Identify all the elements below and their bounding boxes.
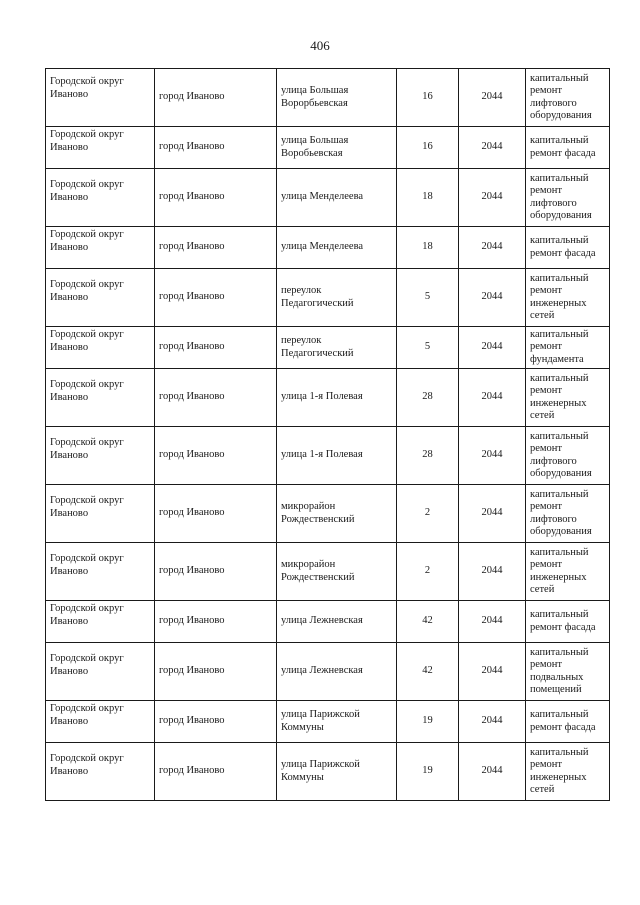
year-cell — [459, 485, 526, 543]
house-number-text: 2 — [424, 507, 431, 519]
work-type-cell — [526, 127, 610, 169]
city-text: город Иваново — [159, 241, 225, 253]
city-text: город Иваново — [159, 141, 225, 153]
district-cell — [46, 643, 155, 701]
work-type-cell — [526, 269, 610, 327]
district-text: Городской округ Иваново — [50, 229, 124, 253]
street-text: улица Парижской Коммуны — [281, 759, 360, 783]
table-row — [46, 427, 610, 485]
district-cell — [46, 269, 155, 327]
district-text: Городской округ Иваново — [50, 179, 124, 203]
year-text: 2044 — [481, 715, 503, 727]
table-row — [46, 643, 610, 701]
work-type-cell — [526, 643, 610, 701]
street-text: улица Лежневская — [281, 615, 363, 627]
table-row — [46, 269, 610, 327]
work-type-text: капитальный ремонт лифтового оборудования — [530, 172, 592, 221]
city-text: город Иваново — [159, 341, 225, 353]
year-cell — [459, 601, 526, 643]
house-number-text: 16 — [422, 91, 433, 103]
work-type-cell — [526, 543, 610, 601]
year-text: 2044 — [481, 341, 503, 353]
work-type-text: капитальный ремонт лифтового оборудования — [530, 72, 592, 121]
work-type-cell — [526, 701, 610, 743]
city-cell — [155, 543, 277, 601]
work-type-text: капитальный ремонт фасада — [530, 609, 596, 633]
city-cell — [155, 369, 277, 427]
year-text: 2044 — [481, 765, 503, 777]
street-cell — [277, 227, 397, 269]
street-text: улица Менделеева — [281, 241, 364, 253]
city-text: город Иваново — [159, 715, 225, 727]
table-row — [46, 127, 610, 169]
city-cell — [155, 169, 277, 227]
year-cell — [459, 701, 526, 743]
work-type-text: капитальный ремонт лифтового оборудования — [530, 430, 592, 479]
work-type-cell — [526, 69, 610, 127]
city-text: город Иваново — [159, 291, 225, 303]
work-type-text: капитальный ремонт инженерных сетей — [530, 746, 589, 795]
year-cell — [459, 227, 526, 269]
district-cell — [46, 427, 155, 485]
page-number: 406 — [310, 38, 330, 53]
house-number-text: 2 — [424, 565, 431, 577]
house-number-cell — [397, 269, 459, 327]
street-text: улица Парижской Коммуны — [281, 709, 360, 733]
house-number-text: 19 — [422, 715, 433, 727]
house-number-text: 42 — [422, 615, 433, 627]
street-cell — [277, 701, 397, 743]
year-text: 2044 — [481, 91, 503, 103]
work-type-text: капитальный ремонт лифтового оборудования — [530, 488, 592, 537]
house-number-text: 5 — [424, 341, 431, 353]
house-number-text: 16 — [422, 141, 433, 153]
street-text: микрорайон Рождественский — [281, 501, 355, 525]
house-number-cell — [397, 543, 459, 601]
house-number-text: 5 — [424, 291, 431, 303]
district-text: Городской округ Иваново — [50, 603, 124, 627]
street-text: переулок Педагогический — [281, 285, 354, 309]
house-number-cell — [397, 743, 459, 801]
table-row — [46, 169, 610, 227]
street-cell — [277, 427, 397, 485]
year-text: 2044 — [481, 391, 503, 403]
year-text: 2044 — [481, 141, 503, 153]
street-text: улица Большая Воробьевская — [281, 135, 349, 159]
house-number-text: 19 — [422, 765, 433, 777]
district-cell — [46, 543, 155, 601]
city-cell — [155, 127, 277, 169]
year-cell — [459, 269, 526, 327]
district-text: Городской округ Иваново — [50, 495, 124, 519]
year-text: 2044 — [481, 191, 503, 203]
district-cell — [46, 169, 155, 227]
city-cell — [155, 327, 277, 369]
table-row — [46, 701, 610, 743]
city-cell — [155, 269, 277, 327]
street-cell — [277, 169, 397, 227]
table-row — [46, 369, 610, 427]
house-number-cell — [397, 227, 459, 269]
house-number-text: 28 — [422, 391, 433, 403]
street-cell — [277, 269, 397, 327]
district-cell — [46, 327, 155, 369]
table-row — [46, 743, 610, 801]
work-type-text: капитальный ремонт фасада — [530, 235, 596, 259]
year-cell — [459, 327, 526, 369]
city-text: город Иваново — [159, 449, 225, 461]
street-text: улица Лежневская — [281, 665, 363, 677]
year-cell — [459, 169, 526, 227]
city-cell — [155, 69, 277, 127]
house-number-cell — [397, 485, 459, 543]
house-number-cell — [397, 127, 459, 169]
city-text: город Иваново — [159, 91, 225, 103]
district-text: Городской округ Иваново — [50, 703, 124, 727]
district-text: Городской округ Иваново — [50, 753, 124, 777]
district-cell — [46, 485, 155, 543]
street-text: улица Большая Ворорбьевская — [281, 85, 349, 109]
street-cell — [277, 643, 397, 701]
street-cell — [277, 485, 397, 543]
year-cell — [459, 69, 526, 127]
house-number-cell — [397, 701, 459, 743]
work-type-text: капитальный ремонт инженерных сетей — [530, 546, 589, 595]
house-number-text: 42 — [422, 665, 433, 677]
house-number-cell — [397, 427, 459, 485]
district-text: Городской округ Иваново — [50, 279, 124, 303]
table-row — [46, 69, 610, 127]
city-cell — [155, 485, 277, 543]
district-cell — [46, 743, 155, 801]
district-text: Городской округ Иваново — [50, 553, 124, 577]
year-text: 2044 — [481, 565, 503, 577]
street-text: микрорайон Рождественский — [281, 559, 355, 583]
city-cell — [155, 601, 277, 643]
city-text: город Иваново — [159, 507, 225, 519]
year-text: 2044 — [481, 507, 503, 519]
work-type-cell — [526, 427, 610, 485]
table-body — [46, 69, 610, 801]
house-number-text: 18 — [422, 191, 433, 203]
city-cell — [155, 427, 277, 485]
street-cell — [277, 543, 397, 601]
city-text: город Иваново — [159, 191, 225, 203]
work-type-cell — [526, 369, 610, 427]
year-cell — [459, 643, 526, 701]
year-cell — [459, 743, 526, 801]
district-cell — [46, 69, 155, 127]
table-row — [46, 327, 610, 369]
city-cell — [155, 643, 277, 701]
district-text: Городской округ Иваново — [50, 379, 124, 403]
district-text: Городской округ Иваново — [50, 129, 124, 153]
street-text: переулок Педагогический — [281, 335, 354, 359]
year-cell — [459, 369, 526, 427]
street-text: улица 1-я Полевая — [281, 449, 363, 461]
street-text: улица Менделеева — [281, 191, 364, 203]
district-cell — [46, 227, 155, 269]
district-text: Городской округ Иваново — [50, 437, 124, 461]
work-type-cell — [526, 743, 610, 801]
work-type-cell — [526, 227, 610, 269]
year-text: 2044 — [481, 665, 503, 677]
house-number-cell — [397, 69, 459, 127]
house-number-text: 28 — [422, 449, 433, 461]
work-type-cell — [526, 485, 610, 543]
district-text: Городской округ Иваново — [50, 653, 124, 677]
year-cell — [459, 427, 526, 485]
year-cell — [459, 127, 526, 169]
house-number-cell — [397, 369, 459, 427]
work-type-text: капитальный ремонт фасада — [530, 135, 596, 159]
work-type-cell — [526, 169, 610, 227]
city-cell — [155, 227, 277, 269]
city-text: город Иваново — [159, 565, 225, 577]
table-row — [46, 485, 610, 543]
district-cell — [46, 701, 155, 743]
street-cell — [277, 369, 397, 427]
city-cell — [155, 701, 277, 743]
year-text: 2044 — [481, 241, 503, 253]
house-number-cell — [397, 327, 459, 369]
work-type-text: капитальный ремонт подвальных помещений — [530, 646, 589, 695]
district-text: Городской округ Иваново — [50, 76, 124, 100]
table-row — [46, 601, 610, 643]
district-text: Городской округ Иваново — [50, 329, 124, 353]
city-cell — [155, 743, 277, 801]
street-cell — [277, 743, 397, 801]
house-number-text: 18 — [422, 241, 433, 253]
house-number-cell — [397, 643, 459, 701]
year-text: 2044 — [481, 615, 503, 627]
year-text: 2044 — [481, 449, 503, 461]
district-cell — [46, 601, 155, 643]
house-number-cell — [397, 169, 459, 227]
street-cell — [277, 601, 397, 643]
work-type-cell — [526, 601, 610, 643]
district-cell — [46, 369, 155, 427]
work-type-cell — [526, 327, 610, 369]
repair-schedule-table — [45, 68, 610, 801]
street-cell — [277, 127, 397, 169]
city-text: город Иваново — [159, 765, 225, 777]
district-cell — [46, 127, 155, 169]
table-row — [46, 227, 610, 269]
street-text: улица 1-я Полевая — [281, 391, 363, 403]
year-cell — [459, 543, 526, 601]
city-text: город Иваново — [159, 615, 225, 627]
street-cell — [277, 69, 397, 127]
house-number-cell — [397, 601, 459, 643]
work-type-text: капитальный ремонт фасада — [530, 709, 596, 733]
table-row — [46, 543, 610, 601]
work-type-text: капитальный ремонт фундамента — [530, 328, 589, 365]
city-text: город Иваново — [159, 391, 225, 403]
street-cell — [277, 327, 397, 369]
work-type-text: капитальный ремонт инженерных сетей — [530, 372, 589, 421]
year-text: 2044 — [481, 291, 503, 303]
city-text: город Иваново — [159, 665, 225, 677]
work-type-text: капитальный ремонт инженерных сетей — [530, 272, 589, 321]
